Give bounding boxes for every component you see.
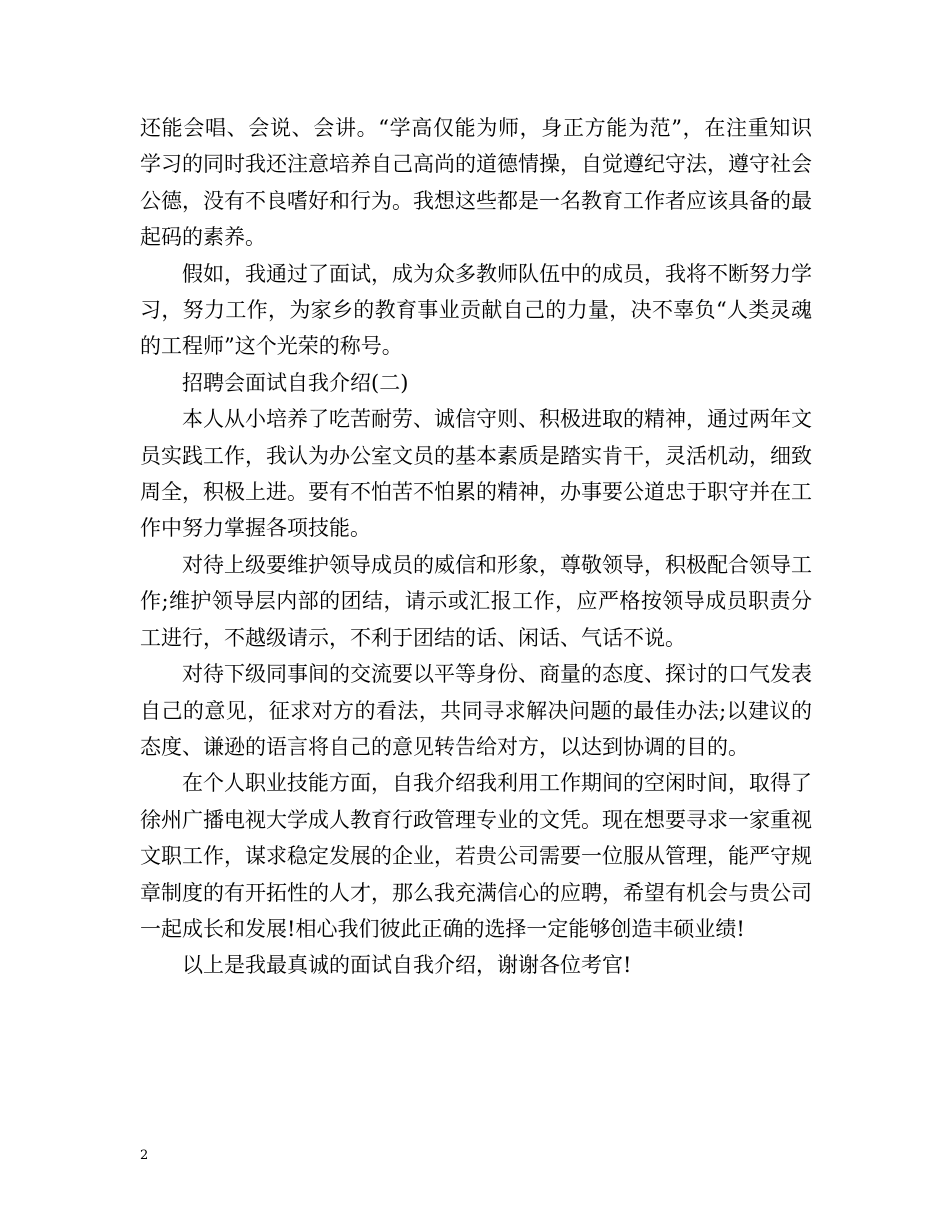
paragraph-3: 本人从小培养了吃苦耐劳、诚信守则、积极进取的精神，通过两年文员实践工作，我认为办公室文员的基本素质是踏实肯干，灵活机动，细致周全，积极上进。要有不怕苦不怕累的精神，办事要公道忠于职守并在工作中努力掌握各项技能。 [140,407,812,541]
paragraph-1: 还能会唱、会说、会讲。“学高仅能为师，身正方能为范”，在注重知识学习的同时我还注意培养自己高尚的道德情操，自觉遵纪守法，遵守社会公德，没有不良嗜好和行为。我想这些都是一名教育工作者应该具备的最起码的素养。 [140,116,812,250]
paragraph-7: 以上是我最真诚的面试自我介绍，谢谢各位考官! [182,953,632,978]
page-number: 2 [140,1148,149,1163]
document-body [140,110,812,984]
section-heading: 招聘会面试自我介绍(二) [182,370,409,395]
paragraph-2: 假如，我通过了面试，成为众多教师队伍中的成员，我将不断努力学习，努力工作，为家乡的教育事业贡献自己的力量，决不辜负“人类灵魂的工程师”这个光荣的称号。 [140,261,812,359]
paragraph-4: 对待上级要维护领导成员的威信和形象，尊敬领导，积极配合领导工作;维护领导层内部的团结，请示或汇报工作，应严格按领导成员职责分工进行，不越级请示，不利于团结的话、闲话、气话不说。 [140,552,812,650]
paragraph-6: 在个人职业技能方面，自我介绍我利用工作期间的空闲时间，取得了徐州广播电视大学成人教育行政管理专业的文凭。现在想要寻求一家重视文职工作，谋求稳定发展的企业，若贵公司需要一位服从管理，能严守规章制度的有开拓性的人才，那么我充满信心的应聘，希望有机会与贵公司一起成长和发展!相心我们彼此正确的选择一定能够创造丰硕业绩! [140,771,812,941]
paragraph-5: 对待下级同事间的交流要以平等身份、商量的态度、探讨的口气发表自己的意见，征求对方的看法，共同寻求解决问题的最佳办法;以建议的态度、谦逊的语言将自己的意见转告给对方，以达到协调的目的。 [140,662,812,759]
